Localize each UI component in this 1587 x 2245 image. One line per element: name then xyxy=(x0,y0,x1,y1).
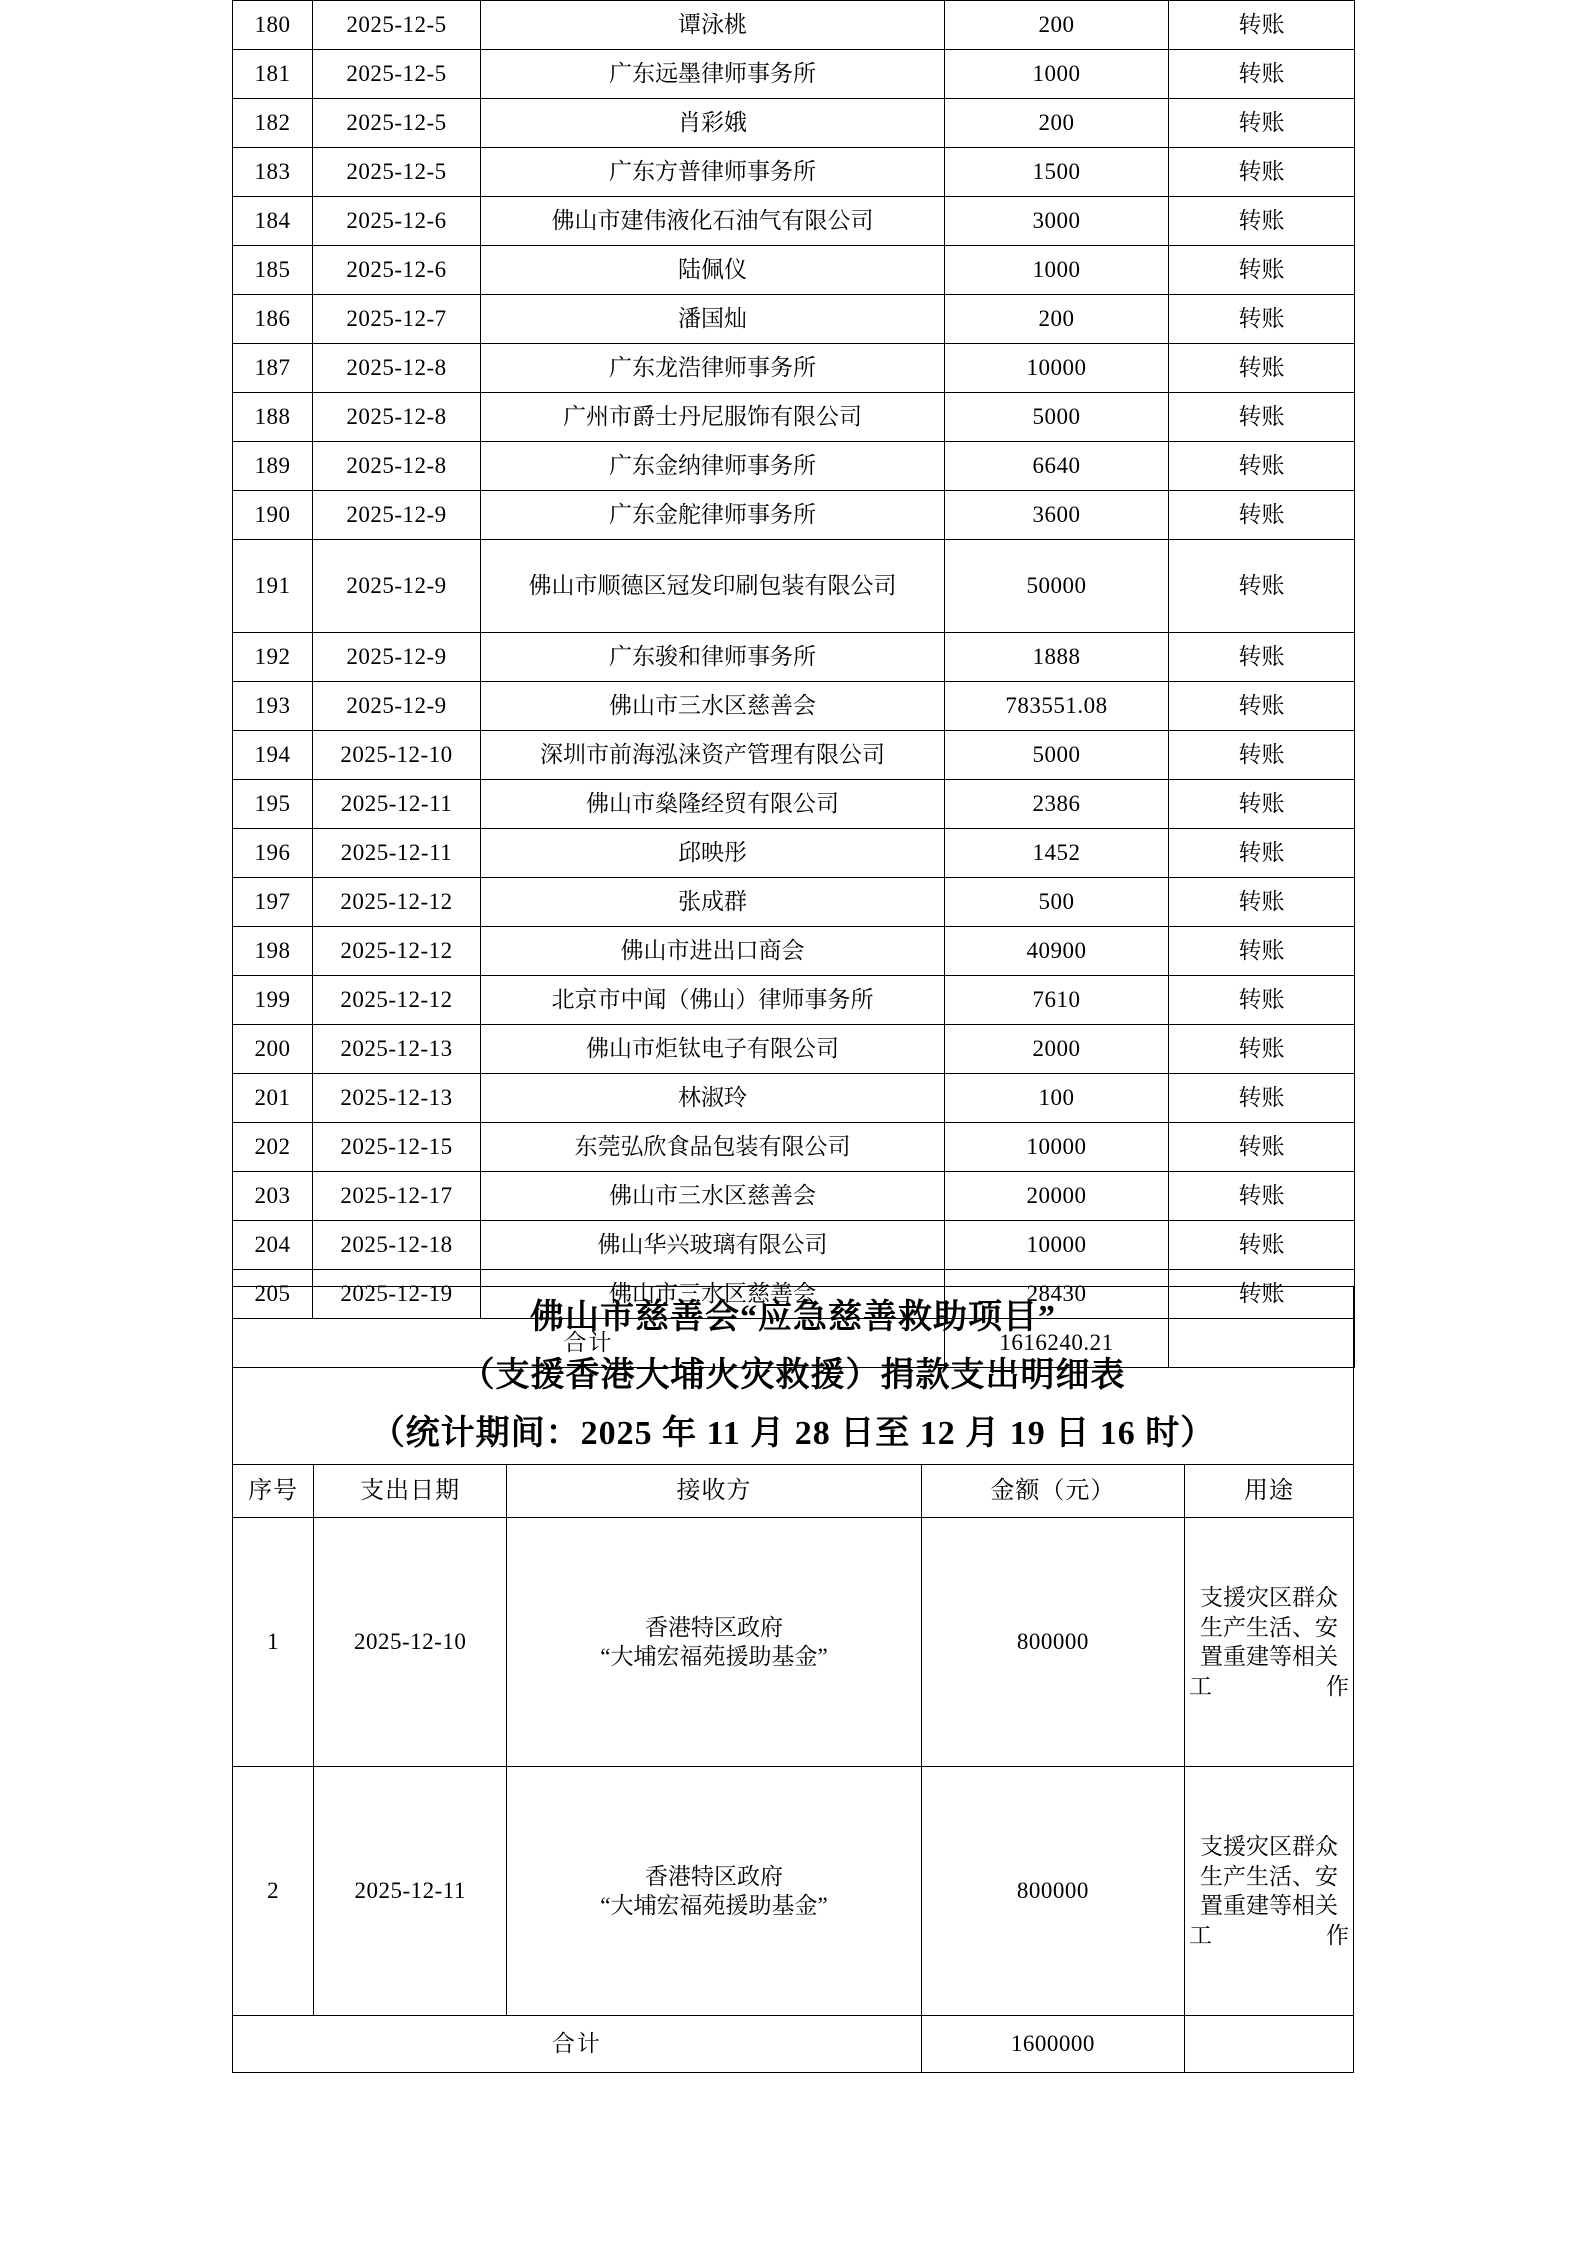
table2-header-row xyxy=(233,1465,1354,1518)
cell-no: 193 xyxy=(233,682,313,731)
cell-method: 转账 xyxy=(1169,393,1355,442)
cell-date: 2025-12-12 xyxy=(313,878,481,927)
header-no: 序号 xyxy=(233,1465,314,1518)
cell-no: 182 xyxy=(233,99,313,148)
table-row xyxy=(233,1221,1355,1270)
cell-method: 转账 xyxy=(1169,50,1355,99)
table2-title-line-3: （统计期间：2025 年 11 月 28 日至 12 月 19 日 16 时） xyxy=(370,1414,1216,1452)
donation-expenditure-table xyxy=(232,1286,1354,2073)
cell-no: 186 xyxy=(233,295,313,344)
cell-method: 转账 xyxy=(1169,197,1355,246)
cell-amount: 7610 xyxy=(945,976,1169,1025)
cell-donor: 广东方普律师事务所 xyxy=(481,148,945,197)
cell-amount: 5000 xyxy=(945,393,1169,442)
cell-donor: 广州市爵士丹尼服饰有限公司 xyxy=(481,393,945,442)
cell-amount: 40900 xyxy=(945,927,1169,976)
cell-no: 195 xyxy=(233,780,313,829)
cell-no: 180 xyxy=(233,1,313,50)
cell-use: 支援灾区群众生产生活、安置重建等相关工作 xyxy=(1185,1767,1354,2016)
cell-no: 198 xyxy=(233,927,313,976)
cell-amount: 10000 xyxy=(945,1221,1169,1270)
cell-method: 转账 xyxy=(1169,878,1355,927)
cell-donor: 张成群 xyxy=(481,878,945,927)
total-amount: 1600000 xyxy=(921,2016,1184,2073)
table-row xyxy=(233,1518,1354,1767)
table-row xyxy=(233,99,1355,148)
cell-donor: 佛山市建伟液化石油气有限公司 xyxy=(481,197,945,246)
cell-method: 转账 xyxy=(1169,633,1355,682)
cell-date: 2025-12-17 xyxy=(313,1172,481,1221)
cell-method: 转账 xyxy=(1169,927,1355,976)
table-row xyxy=(233,1,1355,50)
cell-donor: 佛山市三水区慈善会 xyxy=(481,682,945,731)
cell-amount: 20000 xyxy=(945,1172,1169,1221)
table-row xyxy=(233,1123,1355,1172)
cell-method: 转账 xyxy=(1169,1074,1355,1123)
cell-no: 197 xyxy=(233,878,313,927)
cell-no: 199 xyxy=(233,976,313,1025)
cell-amount: 50000 xyxy=(945,540,1169,633)
table-row xyxy=(233,246,1355,295)
header-receiver: 接收方 xyxy=(507,1465,922,1518)
total-label: 合计 xyxy=(233,2016,922,2073)
table-row xyxy=(233,780,1355,829)
cell-date: 2025-12-5 xyxy=(313,148,481,197)
cell-amount: 800000 xyxy=(921,1518,1184,1767)
cell-donor: 广东金纳律师事务所 xyxy=(481,442,945,491)
cell-amount: 2000 xyxy=(945,1025,1169,1074)
cell-donor: 广东远墨律师事务所 xyxy=(481,50,945,99)
table2-title-block xyxy=(233,1287,1354,1465)
cell-no: 203 xyxy=(233,1172,313,1221)
table-row xyxy=(233,878,1355,927)
cell-method: 转账 xyxy=(1169,829,1355,878)
cell-method: 转账 xyxy=(1169,99,1355,148)
cell-amount: 28430 xyxy=(945,1270,1169,1319)
donation-expenditure-table-wrapper xyxy=(232,1286,1354,2073)
cell-amount: 1000 xyxy=(945,50,1169,99)
cell-date: 2025-12-11 xyxy=(314,1767,507,2016)
cell-amount: 2386 xyxy=(945,780,1169,829)
cell-method: 转账 xyxy=(1169,442,1355,491)
cell-donor: 东莞弘欣食品包装有限公司 xyxy=(481,1123,945,1172)
cell-amount: 1888 xyxy=(945,633,1169,682)
cell-amount: 6640 xyxy=(945,442,1169,491)
cell-amount: 783551.08 xyxy=(945,682,1169,731)
cell-no: 183 xyxy=(233,148,313,197)
cell-date: 2025-12-8 xyxy=(313,393,481,442)
cell-use: 支援灾区群众生产生活、安置重建等相关工作 xyxy=(1185,1518,1354,1767)
cell-date: 2025-12-9 xyxy=(313,633,481,682)
cell-date: 2025-12-15 xyxy=(313,1123,481,1172)
cell-date: 2025-12-19 xyxy=(313,1270,481,1319)
cell-donor: 佛山市三水区慈善会 xyxy=(481,1270,945,1319)
cell-method: 转账 xyxy=(1169,295,1355,344)
cell-no: 196 xyxy=(233,829,313,878)
cell-date: 2025-12-6 xyxy=(313,197,481,246)
cell-donor: 谭泳桃 xyxy=(481,1,945,50)
cell-no: 189 xyxy=(233,442,313,491)
table-row xyxy=(233,148,1355,197)
cell-date: 2025-12-10 xyxy=(314,1518,507,1767)
table-row xyxy=(233,829,1355,878)
table2-title-line-2: （支援香港大埔火灾救援）捐款支出明细表 xyxy=(460,1356,1126,1394)
cell-date: 2025-12-5 xyxy=(313,50,481,99)
cell-method: 转账 xyxy=(1169,1221,1355,1270)
cell-method: 转账 xyxy=(1169,491,1355,540)
cell-amount: 500 xyxy=(945,878,1169,927)
cell-method: 转账 xyxy=(1169,1025,1355,1074)
cell-amount: 1452 xyxy=(945,829,1169,878)
cell-date: 2025-12-8 xyxy=(313,344,481,393)
cell-no: 181 xyxy=(233,50,313,99)
receiver-line-1: 香港特区政府 xyxy=(644,1614,783,1640)
cell-method: 转账 xyxy=(1169,1270,1355,1319)
cell-date: 2025-12-5 xyxy=(313,1,481,50)
cell-donor: 林淑玲 xyxy=(481,1074,945,1123)
table-row xyxy=(233,633,1355,682)
cell-date: 2025-12-12 xyxy=(313,927,481,976)
table-row xyxy=(233,1074,1355,1123)
cell-no: 190 xyxy=(233,491,313,540)
cell-date: 2025-12-18 xyxy=(313,1221,481,1270)
cell-amount: 200 xyxy=(945,295,1169,344)
table-row xyxy=(233,295,1355,344)
table-row xyxy=(233,344,1355,393)
header-amount: 金额（元） xyxy=(921,1465,1184,1518)
table-row xyxy=(233,393,1355,442)
total-use xyxy=(1185,2016,1354,2073)
cell-no: 2 xyxy=(233,1767,314,2016)
cell-donor: 佛山市顺德区冠发印刷包装有限公司 xyxy=(481,540,945,633)
cell-date: 2025-12-9 xyxy=(313,540,481,633)
total-label: 合计 xyxy=(233,1319,945,1368)
table-row xyxy=(233,1172,1355,1221)
cell-donor: 佛山市三水区慈善会 xyxy=(481,1172,945,1221)
cell-date: 2025-12-8 xyxy=(313,442,481,491)
cell-date: 2025-12-11 xyxy=(313,829,481,878)
cell-donor: 广东骏和律师事务所 xyxy=(481,633,945,682)
cell-date: 2025-12-10 xyxy=(313,731,481,780)
cell-no: 194 xyxy=(233,731,313,780)
cell-no: 201 xyxy=(233,1074,313,1123)
cell-method: 转账 xyxy=(1169,731,1355,780)
cell-no: 185 xyxy=(233,246,313,295)
cell-date: 2025-12-11 xyxy=(313,780,481,829)
cell-date: 2025-12-12 xyxy=(313,976,481,1025)
cell-date: 2025-12-6 xyxy=(313,246,481,295)
cell-date: 2025-12-13 xyxy=(313,1025,481,1074)
cell-no: 202 xyxy=(233,1123,313,1172)
donation-income-table-wrapper xyxy=(232,0,1354,1368)
table-row xyxy=(233,731,1355,780)
cell-donor: 肖彩娥 xyxy=(481,99,945,148)
cell-donor: 潘国灿 xyxy=(481,295,945,344)
cell-donor: 佛山华兴玻璃有限公司 xyxy=(481,1221,945,1270)
cell-amount: 100 xyxy=(945,1074,1169,1123)
table-row xyxy=(233,491,1355,540)
receiver-line-2: “大埔宏福苑援助基金” xyxy=(600,1644,828,1670)
table-row xyxy=(233,682,1355,731)
cell-amount: 3600 xyxy=(945,491,1169,540)
cell-amount: 200 xyxy=(945,99,1169,148)
table2-total-row xyxy=(233,2016,1354,2073)
receiver-line-2: “大埔宏福苑援助基金” xyxy=(600,1893,828,1919)
cell-no: 205 xyxy=(233,1270,313,1319)
total-amount: 1616240.21 xyxy=(945,1319,1169,1368)
table-row xyxy=(233,197,1355,246)
cell-method: 转账 xyxy=(1169,682,1355,731)
cell-no: 188 xyxy=(233,393,313,442)
table-row xyxy=(233,442,1355,491)
cell-donor: 广东龙浩律师事务所 xyxy=(481,344,945,393)
cell-method: 转账 xyxy=(1169,1,1355,50)
cell-method: 转账 xyxy=(1169,780,1355,829)
cell-no: 200 xyxy=(233,1025,313,1074)
cell-donor: 佛山市进出口商会 xyxy=(481,927,945,976)
cell-date: 2025-12-7 xyxy=(313,295,481,344)
cell-no: 191 xyxy=(233,540,313,633)
cell-amount: 5000 xyxy=(945,731,1169,780)
cell-method: 转账 xyxy=(1169,976,1355,1025)
cell-donor: 广东金舵律师事务所 xyxy=(481,491,945,540)
cell-no: 1 xyxy=(233,1518,314,1767)
cell-donor: 北京市中闻（佛山）律师事务所 xyxy=(481,976,945,1025)
cell-donor: 邱映彤 xyxy=(481,829,945,878)
cell-donor: 陆佩仪 xyxy=(481,246,945,295)
cell-date: 2025-12-9 xyxy=(313,491,481,540)
cell-amount: 10000 xyxy=(945,1123,1169,1172)
cell-amount: 1500 xyxy=(945,148,1169,197)
cell-method: 转账 xyxy=(1169,540,1355,633)
cell-method: 转账 xyxy=(1169,1123,1355,1172)
donation-income-table xyxy=(232,0,1355,1368)
receiver-line-1: 香港特区政府 xyxy=(644,1863,783,1889)
table2-title-row xyxy=(233,1287,1354,1465)
cell-amount: 1000 xyxy=(945,246,1169,295)
cell-amount: 200 xyxy=(945,1,1169,50)
cell-donor: 佛山市炬钛电子有限公司 xyxy=(481,1025,945,1074)
table-row xyxy=(233,927,1355,976)
cell-method: 转账 xyxy=(1169,246,1355,295)
table2-title-line-1: 佛山市慈善会“应急慈善救助项目” xyxy=(530,1299,1056,1336)
cell-donor: 佛山市燊隆经贸有限公司 xyxy=(481,780,945,829)
cell-date: 2025-12-13 xyxy=(313,1074,481,1123)
cell-no: 192 xyxy=(233,633,313,682)
cell-amount: 3000 xyxy=(945,197,1169,246)
table-row xyxy=(233,1767,1354,2016)
cell-method: 转账 xyxy=(1169,148,1355,197)
cell-no: 184 xyxy=(233,197,313,246)
cell-method: 转账 xyxy=(1169,344,1355,393)
cell-donor: 深圳市前海泓涞资产管理有限公司 xyxy=(481,731,945,780)
cell-receiver xyxy=(507,1518,922,1767)
cell-amount: 800000 xyxy=(921,1767,1184,2016)
table-row xyxy=(233,976,1355,1025)
cell-receiver xyxy=(507,1767,922,2016)
cell-date: 2025-12-5 xyxy=(313,99,481,148)
cell-no: 204 xyxy=(233,1221,313,1270)
cell-date: 2025-12-9 xyxy=(313,682,481,731)
table-row xyxy=(233,540,1355,633)
cell-amount: 10000 xyxy=(945,344,1169,393)
cell-method: 转账 xyxy=(1169,1172,1355,1221)
table-row xyxy=(233,50,1355,99)
table-row xyxy=(233,1025,1355,1074)
header-date: 支出日期 xyxy=(314,1465,507,1518)
header-use: 用途 xyxy=(1185,1465,1354,1518)
cell-no: 187 xyxy=(233,344,313,393)
